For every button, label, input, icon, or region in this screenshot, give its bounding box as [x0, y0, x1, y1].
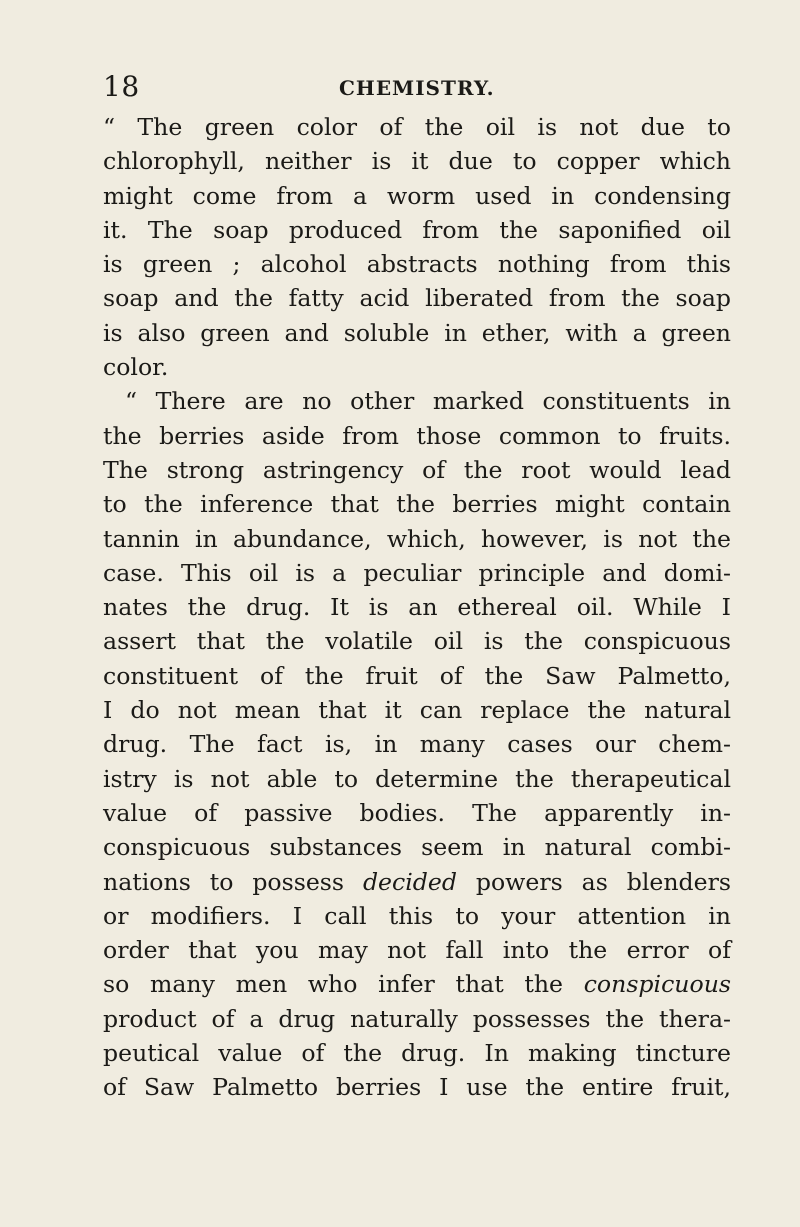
text-line-with-emphasis	[103, 865, 731, 899]
page-number: 18	[103, 70, 140, 103]
text-line: product of a drug naturally possesses the thera-	[103, 1004, 731, 1033]
running-title: CHEMISTRY.	[339, 76, 495, 100]
text-line: drug. The fact is, in many cases our chem-	[103, 730, 731, 759]
text-line: is also green and soluble in ether, with a green	[103, 318, 731, 347]
text-line: “ The green color of the oil is not due to	[103, 113, 731, 141]
text-line: of Saw Palmetto berries I use the entire fruit,	[103, 1073, 731, 1102]
text-line: istry is not able to determine the therapeutical	[103, 764, 731, 793]
body-text	[103, 110, 731, 1105]
running-head	[103, 70, 728, 110]
text-line-with-emphasis	[103, 967, 731, 1001]
text-line: soap and the fatty acid liberated from the soap	[103, 284, 731, 313]
text-line: nates the drug. It is an ethereal oil. While I	[103, 593, 731, 622]
text-line: conspicuous substances seem in natural combi-	[103, 833, 731, 862]
text-line: The strong astringency of the root would lead	[103, 455, 731, 484]
text-span: powers as blenders	[456, 867, 731, 896]
text-line: value of passive bodies. The apparently in-	[103, 798, 731, 827]
text-line: the berries aside from those common to fruits.	[103, 421, 731, 450]
text-line: constituent of the fruit of the Saw Palmetto,	[103, 661, 731, 690]
text-line: is green ; alcohol abstracts nothing from this	[103, 250, 731, 279]
text-line: case. This oil is a peculiar principle and domi-	[103, 558, 731, 587]
text-line: “ There are no other marked constituents in	[125, 387, 731, 416]
text-line: to the inference that the berries might contain	[103, 490, 731, 519]
text-line: I do not mean that it can replace the natural	[103, 696, 731, 725]
text-line: assert that the volatile oil is the conspicuous	[103, 627, 731, 656]
text-line: or modifiers. I call this to your attention in	[103, 901, 731, 930]
text-line: tannin in abundance, which, however, is not the	[103, 524, 731, 553]
text-span: nations to possess	[103, 867, 363, 896]
text-line: chlorophyll, neither is it due to copper which	[103, 147, 731, 176]
text-line: peutical value of the drug. In making tincture	[103, 1039, 731, 1068]
emphasis-text: conspicuous	[583, 970, 731, 999]
text-line: color.	[103, 353, 169, 382]
text-line: it. The soap produced from the saponified oil	[103, 215, 731, 244]
text-span: so many men who infer that the	[103, 970, 584, 999]
emphasis-text: decided	[362, 867, 457, 896]
text-line: order that you may not fall into the error of	[103, 936, 731, 965]
text-line: might come from a worm used in condensing	[103, 181, 731, 210]
